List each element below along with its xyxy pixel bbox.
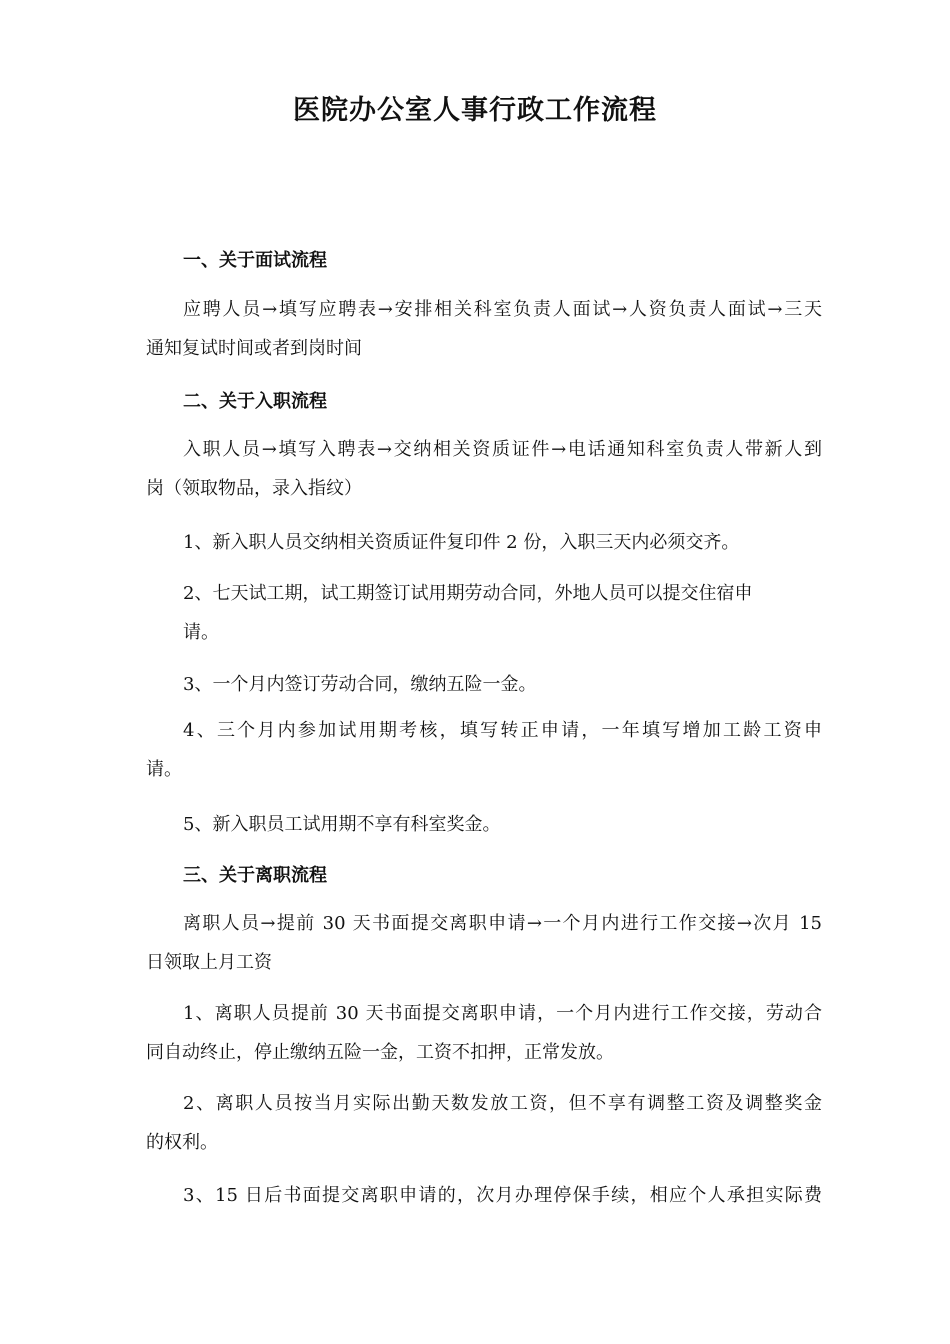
paragraph-line: 岗（领取物品，录入指纹） [146,478,362,499]
onboarding-item-5: 5、新入职员工试用期不享有科室奖金。 [183,814,501,835]
section-heading-onboarding: 二、关于入职流程 [183,391,327,412]
paragraph-line: 离职人员→提前 30 天书面提交离职申请→一个月内进行工作交接→次月 15 [183,913,822,934]
paragraph-line: 日领取上月工资 [146,952,272,973]
onboarding-item-4 [146,711,822,789]
paragraph-line: 2、离职人员按当月实际出勤天数发放工资，但不享有调整工资及调整奖金 [183,1093,822,1114]
paragraph-line: 4、三个月内参加试用期考核，填写转正申请，一年填写增加工龄工资申 [183,720,822,741]
resignation-item-1 [146,994,822,1072]
paragraph-line: 1、离职人员提前 30 天书面提交离职申请，一个月内进行工作交接，劳动合 [183,1003,822,1024]
paragraph-line: 的权利。 [146,1132,218,1153]
paragraph-line: 3、15 日后书面提交离职申请的，次月办理停保手续，相应个人承担实际费 [183,1185,822,1206]
interview-flow-paragraph [146,290,822,368]
paragraph-line: 应聘人员→填写应聘表→安排相关科室负责人面试→人资负责人面试→三天 [183,299,822,320]
onboarding-item-1: 1、新入职人员交纳相关资质证件复印件 2 份，入职三天内必须交齐。 [183,532,740,553]
resignation-flow-paragraph [146,904,822,982]
section-heading-resignation: 三、关于离职流程 [183,865,327,886]
paragraph-line: 通知复试时间或者到岗时间 [146,338,362,359]
document-title: 医院办公室人事行政工作流程 [293,95,657,126]
onboarding-item-3: 3、一个月内签订劳动合同，缴纳五险一金。 [183,674,537,695]
onboarding-item-2: 2、七天试工期，试工期签订试用期劳动合同，外地人员可以提交住宿申 [183,583,753,604]
section-heading-interview: 一、关于面试流程 [183,250,327,271]
resignation-item-2 [146,1084,822,1162]
paragraph-line: 同自动终止，停止缴纳五险一金，工资不扣押，正常发放。 [146,1042,614,1063]
resignation-item-3 [146,1176,822,1215]
paragraph-line: 入职人员→填写入聘表→交纳相关资质证件→电话通知科室负责人带新人到 [183,439,822,460]
onboarding-item-2-cont: 请。 [183,622,219,643]
onboarding-flow-paragraph [146,430,822,508]
paragraph-line: 请。 [146,759,182,780]
